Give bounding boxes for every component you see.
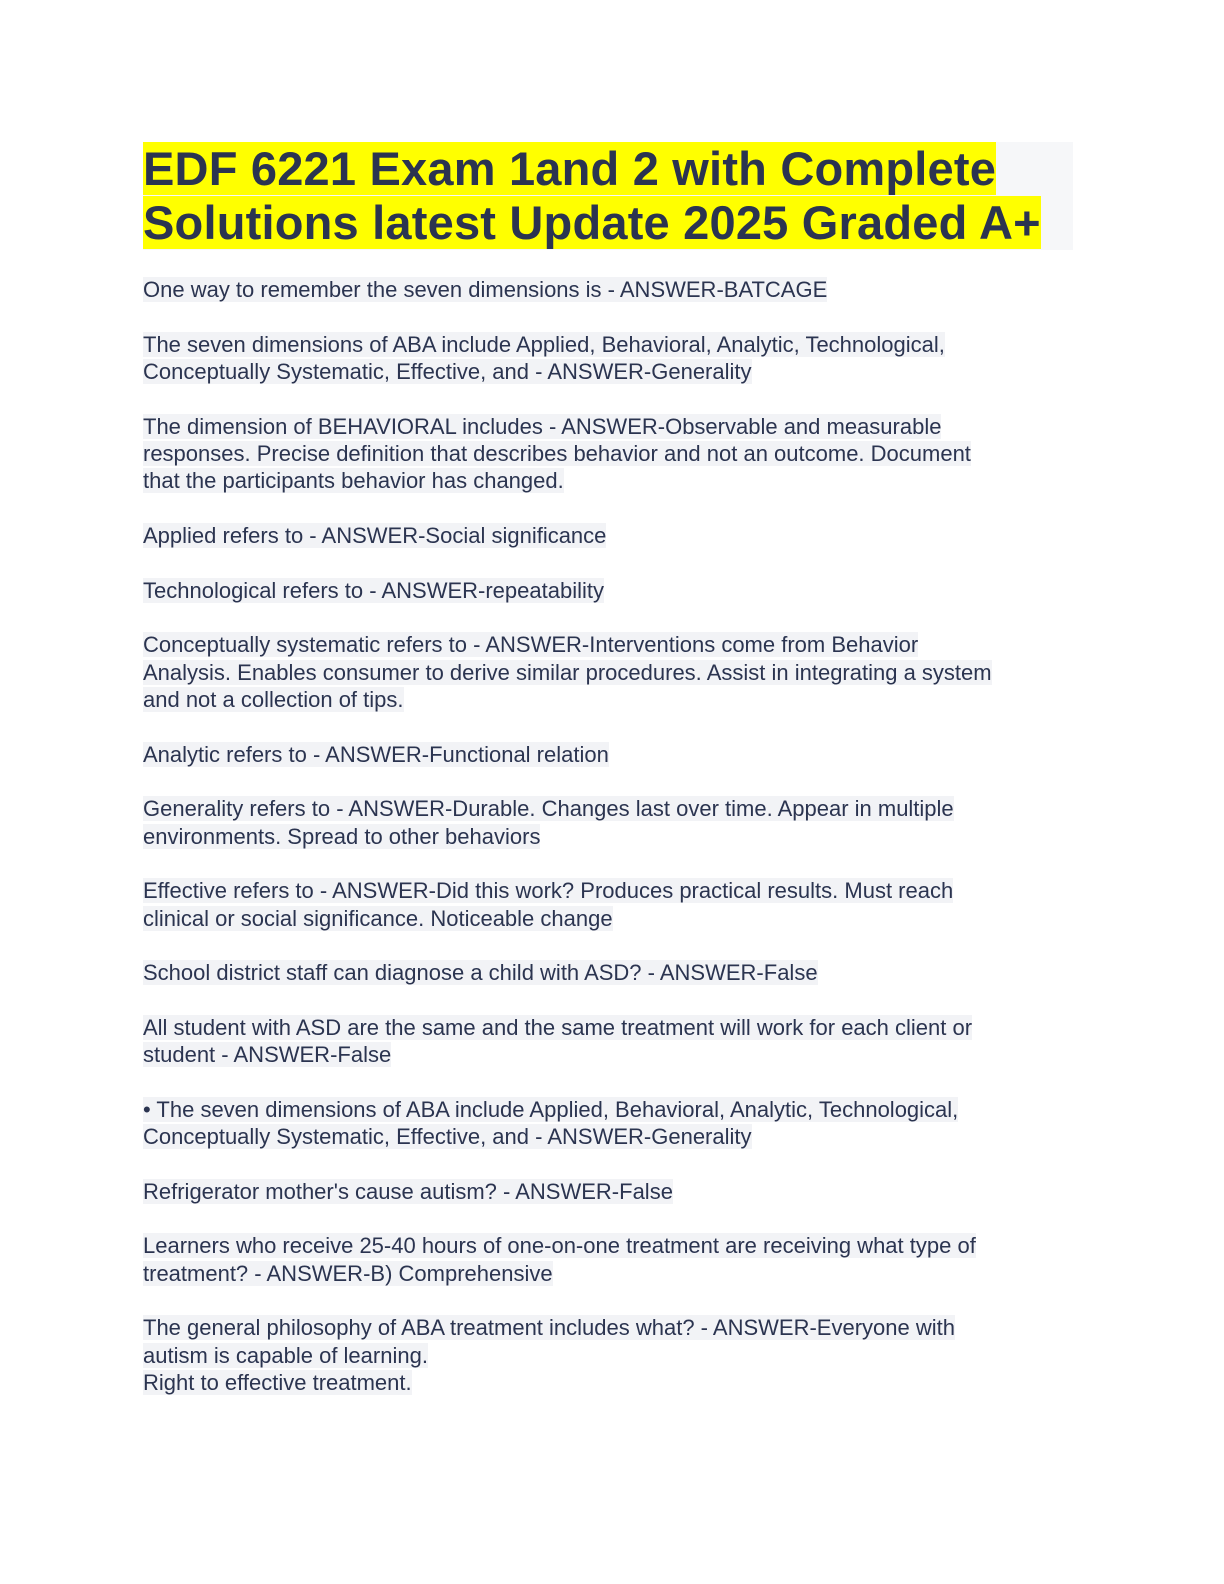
qa-item: • The seven dimensions of ABA include Applied, Behavioral, Analytic, Technological, Conceptually Systematic, Effective, and - ANSWER-Generality (143, 1096, 959, 1150)
qa-item: Learners who receive 25-40 hours of one-on-one treatment are receiving what type of treatment? - ANSWER-B) Comprehensive (143, 1233, 976, 1286)
qa-item: Technological refers to - ANSWER-repeatability (143, 577, 604, 603)
qa-item: Analytic refers to - ANSWER-Functional relation (143, 741, 609, 767)
qa-item: All student with ASD are the same and the same treatment will work for each client or student - ANSWER-False (143, 1014, 973, 1068)
qa-item: Applied refers to - ANSWER-Social significance (143, 523, 607, 548)
qa-item: Effective refers to - ANSWER-Did this work? Produces practical results. Must reach clinical or social significance. Noticeable change (143, 878, 954, 931)
qa-item: The seven dimensions of ABA include Applied, Behavioral, Analytic, Technological, Conceptually Systematic, Effective, and - ANSWER-Generality (143, 331, 945, 384)
title-line-1: EDF 6221 Exam 1and 2 with Complete (143, 142, 997, 195)
qa-item: One way to remember the seven dimensions is - ANSWER-BATCAGE (143, 277, 828, 302)
qa-item: Refrigerator mother's cause autism? - ANSWER-False (143, 1178, 673, 1204)
document-page (143, 142, 1073, 1424)
qa-list (143, 276, 1073, 1397)
title-block (143, 142, 1073, 250)
qa-item: Generality refers to - ANSWER-Durable. Changes last over time. Appear in multiple environments. Spread to other behaviors (143, 796, 954, 849)
qa-item: The general philosophy of ABA treatment includes what? - ANSWER-Everyone with autism is capable of learning. Right to effective treatment. (143, 1315, 955, 1396)
qa-item: The dimension of BEHAVIORAL includes - ANSWER-Observable and measurable responses. Precise definition that describes behavior and not an outcome. Document that the participants behavior has changed. (143, 413, 971, 494)
title-line-2: Solutions latest Update 2025 Graded A+ (143, 196, 1041, 249)
page-title (143, 142, 1073, 250)
qa-item: Conceptually systematic refers to - ANSWER-Interventions come from Behavior Analysis. Enables consumer to derive similar procedures. Assist in integrating a system and not a collection of tips. (143, 632, 992, 712)
qa-item: School district staff can diagnose a child with ASD? - ANSWER-False (143, 960, 818, 986)
